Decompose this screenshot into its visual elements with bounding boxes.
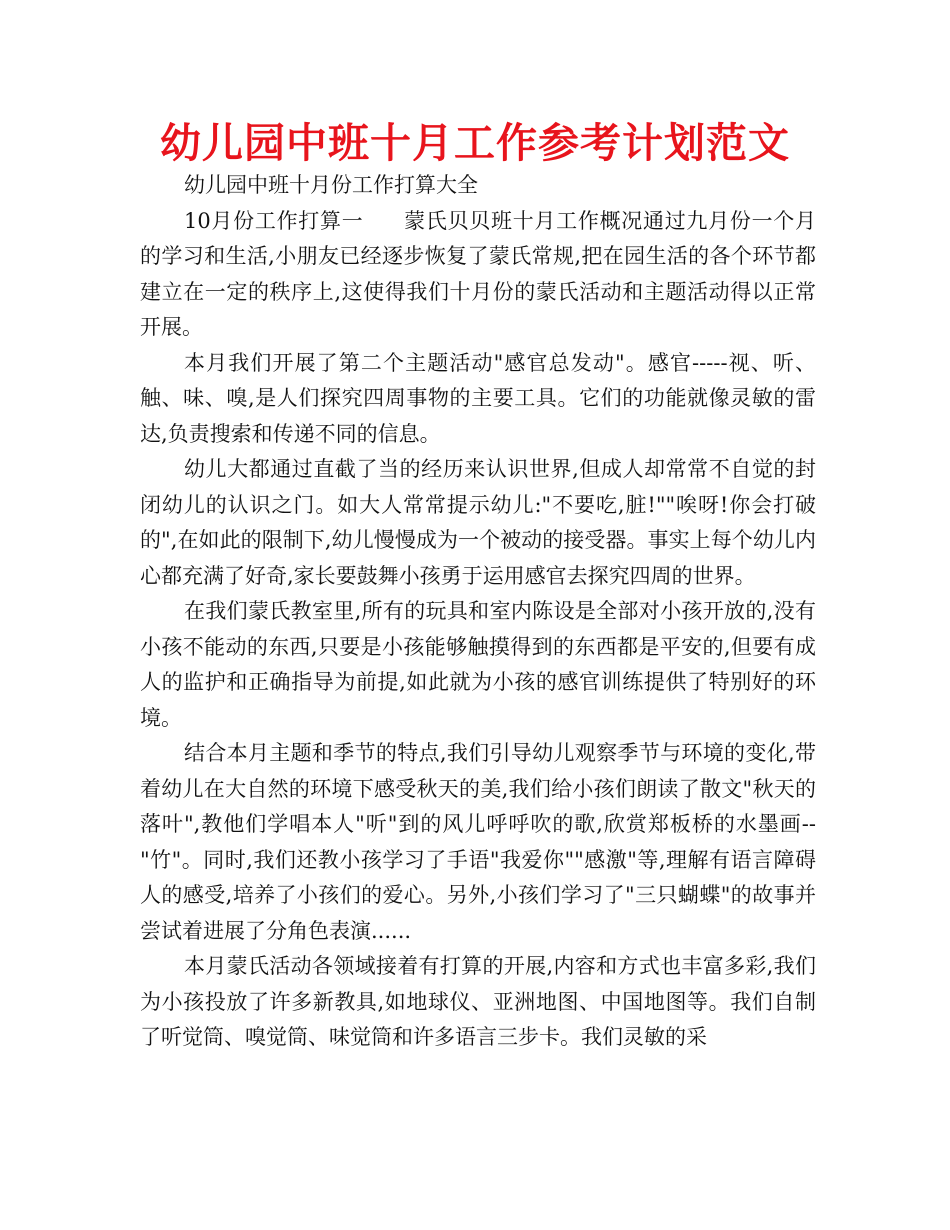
paragraph-1 — [140, 204, 816, 346]
paragraph-2: 本月我们开展了第二个主题活动"感官总发动"。感官-----视、听、触、味、嗅,是人们探究四周事物的主要工具。它们的功能就像灵敏的雷达,负责搜索和传递不同的信息。 — [140, 350, 816, 446]
paragraph-1-text: 蒙氏贝贝班十月工作概况通过九月份一个月的学习和生活,小朋友已经逐步恢复了蒙氏常规,把在园生活的各个环节都建立在一定的秩序上,这使得我们十月份的蒙氏活动和主题活动得以正常开展。 — [140, 208, 816, 339]
document-title: 幼儿园中班十月工作参考计划范文 — [160, 119, 790, 167]
document-subtitle: 幼儿园中班十月份工作打算大全 — [184, 173, 478, 197]
paragraph-3: 幼儿大都通过直截了当的经历来认识世界,但成人却常常不自觉的封闭幼儿的认识之门。如大人常常提示幼儿:"不要吃,脏!""唉呀!你会打破的",在如此的限制下,幼儿慢慢成为一个被动的接受器。事实上每个幼儿内心都充满了好奇,家长要鼓舞小孩勇于运用感官去探究四周的世界。 — [140, 457, 816, 588]
paragraph-6: 本月蒙氏活动各领域接着有打算的开展,内容和方式也丰富多彩,我们为小孩投放了许多新教具,如地球仪、亚洲地图、中国地图等。我们自制了听觉筒、嗅觉筒、味觉筒和许多语言三步卡。我们灵敏的采 — [140, 954, 816, 1049]
intro-label: 10月份工作打算一 — [184, 208, 364, 233]
document-body — [140, 168, 816, 1056]
paragraph-5: 结合本月主题和季节的特点,我们引导幼儿观察季节与环境的变化,带着幼儿在大自然的环境下感受秋天的美,我们给小孩们朗读了散文"秋天的落叶",教他们学唱本人"听"到的风儿呼呼吹的歌,欣赏郑板桥的水墨画--"竹"。同时,我们还教小孩学习了手语"我爱你""感激"等,理解有语言障碍人的感受,培养了小孩们的爱心。另外,小孩们学习了"三只蝴蝶"的故事并尝试着进展了分角色表演...... — [140, 741, 816, 943]
paragraph-4: 在我们蒙氏教室里,所有的玩具和室内陈设是全部对小孩开放的,没有小孩不能动的东西,只要是小孩能够触摸得到的东西都是平安的,但要有成人的监护和正确指导为前提,如此就为小孩的感官训练提供了特别好的环境。 — [140, 599, 816, 730]
